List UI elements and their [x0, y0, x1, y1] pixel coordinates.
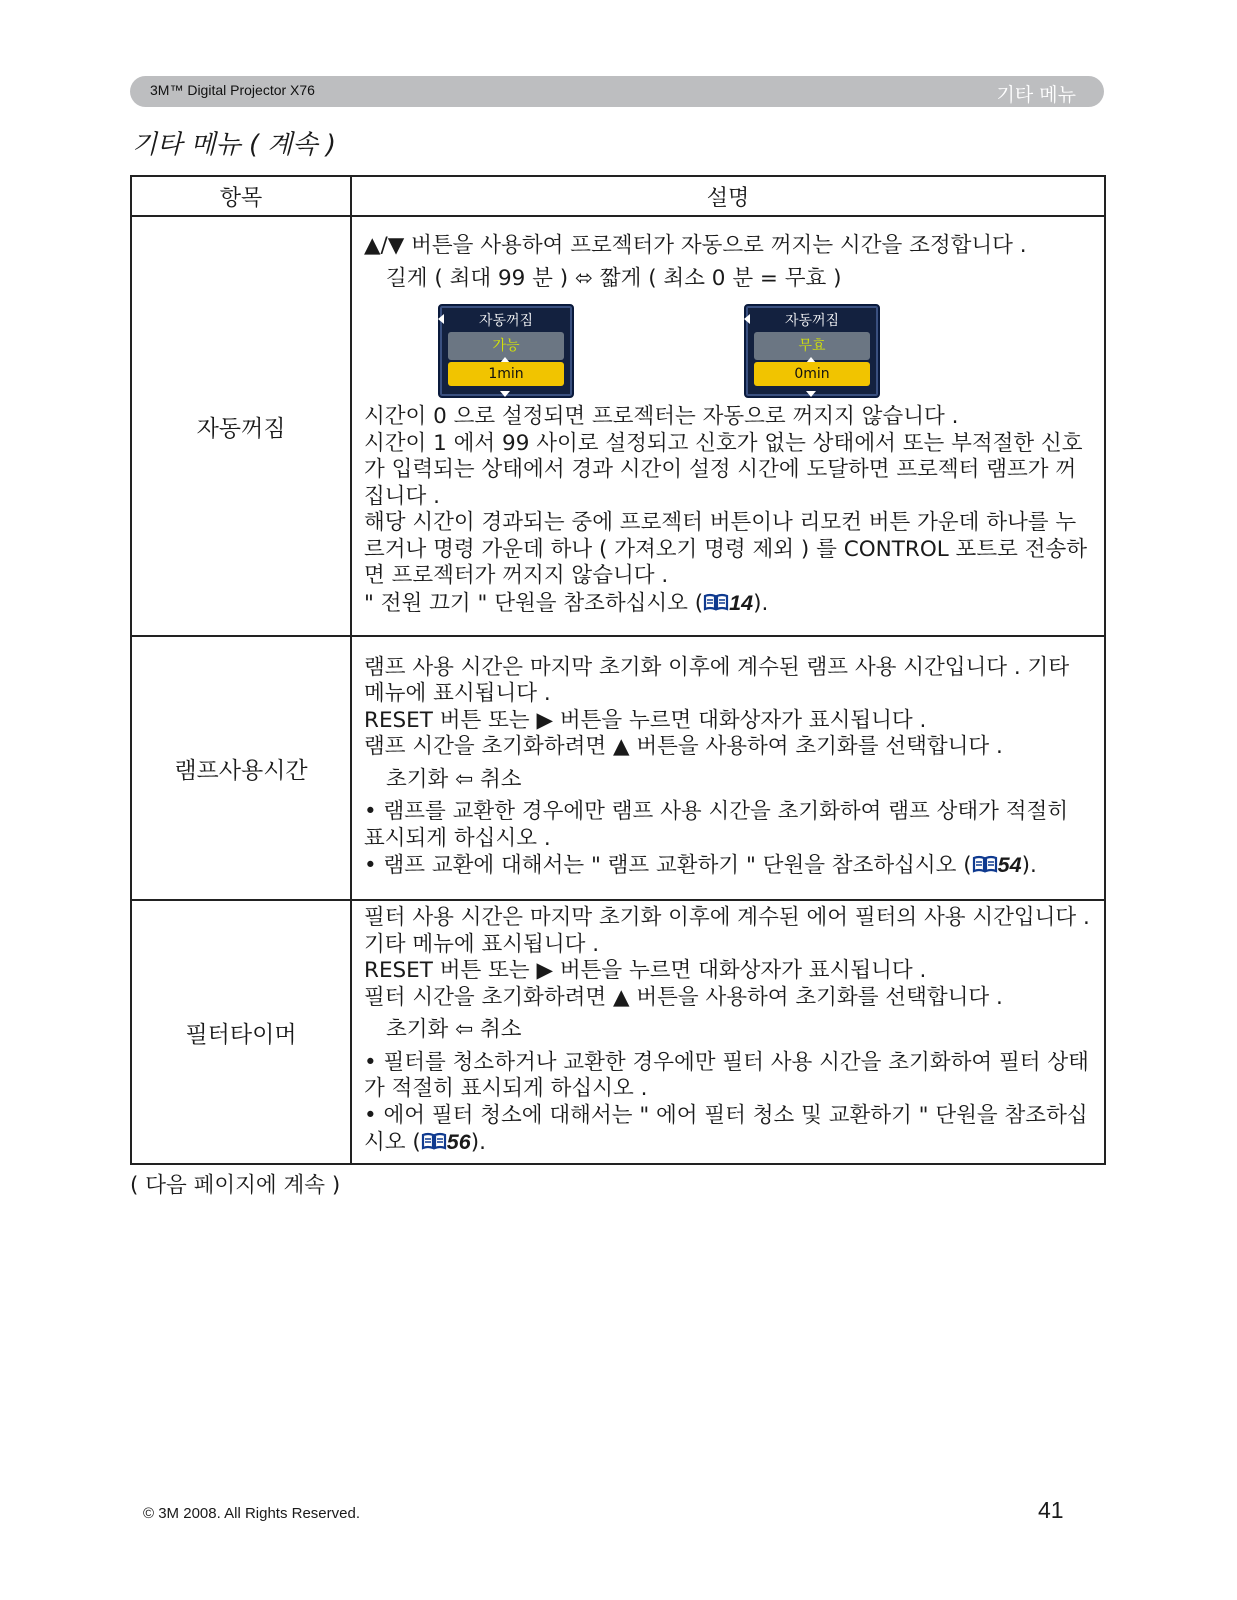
description-line: ▲/▼ 버튼을 사용하여 프로젝터가 자동으로 꺼지는 시간을 조정합니다 .	[364, 233, 1027, 258]
arrow-down-icon	[500, 391, 510, 397]
reference-line	[364, 852, 1094, 880]
section-name: 기타 메뉴	[996, 84, 1076, 106]
reference-line	[364, 1103, 1094, 1157]
note-line: • 램프를 교환한 경우에만 램프 사용 시간을 초기화하여 램프 상태가 적절히 표시되게 하십시오 .	[364, 799, 1069, 851]
page-number: 41	[1038, 1497, 1064, 1523]
table-row	[131, 216, 1105, 636]
page-title: 기타 메뉴 ( 계속 )	[132, 130, 337, 160]
description-line: 해당 시간이 경과되는 중에 프로젝터 버튼이나 리모컨 버튼 가운데 하나를 누르거나 명령 가운데 하나 ( 가져오기 명령 제외 ) 를 CONTROL 포트로 전송하면 프로젝터가 꺼지지 않습니다 .	[364, 510, 1088, 588]
row-item-label: 램프사용시간	[131, 636, 351, 900]
description-line: 시간이 1 에서 99 사이로 설정되고 신호가 없는 상태에서 또는 부적절한 신호가 입력되는 상태에서 경과 시간이 설정 시간에 도달하면 프로젝터 램프가 꺼집니다 .	[364, 430, 1083, 509]
book-icon	[703, 593, 729, 611]
osd-panel-disabled	[744, 304, 880, 398]
row-description	[351, 216, 1105, 636]
book-icon	[421, 1132, 447, 1150]
copyright: © 3M 2008. All Rights Reserved.	[143, 1505, 360, 1522]
description-line: 시간이 0 으로 설정되면 프로젝터는 자동으로 꺼지지 않습니다 .	[364, 404, 959, 429]
arrow-down-icon	[806, 391, 816, 397]
description-line: 램프 사용 시간은 마지막 초기화 이후에 계수된 램프 사용 시간입니다 . 기타 메뉴에 표시됩니다 .	[364, 654, 1070, 706]
description-line: 램프 시간을 초기화하려면 ▲ 버튼을 사용하여 초기화를 선택합니다 .	[364, 734, 1003, 759]
header-bar	[130, 76, 1104, 107]
row-description	[351, 636, 1105, 900]
reference-text: " 전원 끄기 " 단원을 참조하십시오 (	[364, 590, 704, 616]
osd-examples	[364, 298, 1094, 404]
osd-value: 0min	[754, 362, 870, 386]
osd-status: 무효	[754, 332, 870, 360]
note-line: • 필터를 청소하거나 교환한 경우에만 필터 사용 시간을 초기화하여 필터 상태가 적절히 표시되게 하십시오 .	[364, 1049, 1089, 1102]
dialog-options-line: 초기화 ⇦ 취소	[386, 1017, 522, 1043]
row-description	[351, 900, 1105, 1164]
reference-close: ).	[753, 590, 769, 616]
osd-panel-enabled	[438, 304, 574, 398]
product-name: 3M™ Digital Projector X76	[150, 82, 315, 98]
menu-table	[130, 175, 1106, 1165]
page-reference[interactable]: 56	[446, 1130, 471, 1155]
osd-status: 가능	[448, 332, 564, 360]
osd-title: 자동꺼짐	[478, 313, 534, 329]
page-reference[interactable]: 14	[729, 590, 754, 615]
range-line: 길게 ( 최대 99 분 ) ⬄ 짧게 ( 최소 0 분 = 무효 )	[386, 265, 842, 291]
description-line: 필터 시간을 초기화하려면 ▲ 버튼을 사용하여 초기화를 선택합니다 .	[364, 984, 1003, 1010]
table-row	[131, 900, 1105, 1164]
row-item-label: 자동꺼짐	[131, 216, 351, 636]
osd-value: 1min	[448, 362, 564, 386]
reference-line	[364, 590, 1094, 618]
description-line: RESET 버튼 또는 ▶ 버튼을 누르면 대화상자가 표시됩니다 .	[364, 707, 927, 733]
reference-text: • 램프 교환에 대해서는 " 램프 교환하기 " 단원을 참조하십시오 (	[364, 853, 972, 878]
page-reference[interactable]: 54	[997, 853, 1022, 877]
table-header-row	[131, 176, 1105, 216]
dialog-options-line: 초기화 ⇦ 취소	[386, 766, 522, 792]
row-item-label: 필터타이머	[131, 900, 351, 1164]
osd-title: 자동꺼짐	[784, 313, 840, 329]
description-line: RESET 버튼 또는 ▶ 버튼을 누르면 대화상자가 표시됩니다 .	[364, 958, 927, 984]
reference-close: ).	[1021, 853, 1037, 878]
description-line: 필터 사용 시간은 마지막 초기화 이후에 계수된 에어 필터의 사용 시간입니다 . 기타 메뉴에 표시됩니다 .	[364, 905, 1090, 957]
continued-note: ( 다음 페이지에 계속 )	[130, 1173, 341, 1198]
column-header-description: 설명	[351, 176, 1105, 216]
column-header-item: 항목	[131, 176, 351, 216]
book-icon	[972, 855, 998, 873]
table-row	[131, 636, 1105, 900]
reference-close: ).	[470, 1130, 486, 1156]
reference-text: • 에어 필터 청소에 대해서는 " 에어 필터 청소 및 교환하기 " 단원을 참조하십시오 (	[364, 1102, 1088, 1156]
